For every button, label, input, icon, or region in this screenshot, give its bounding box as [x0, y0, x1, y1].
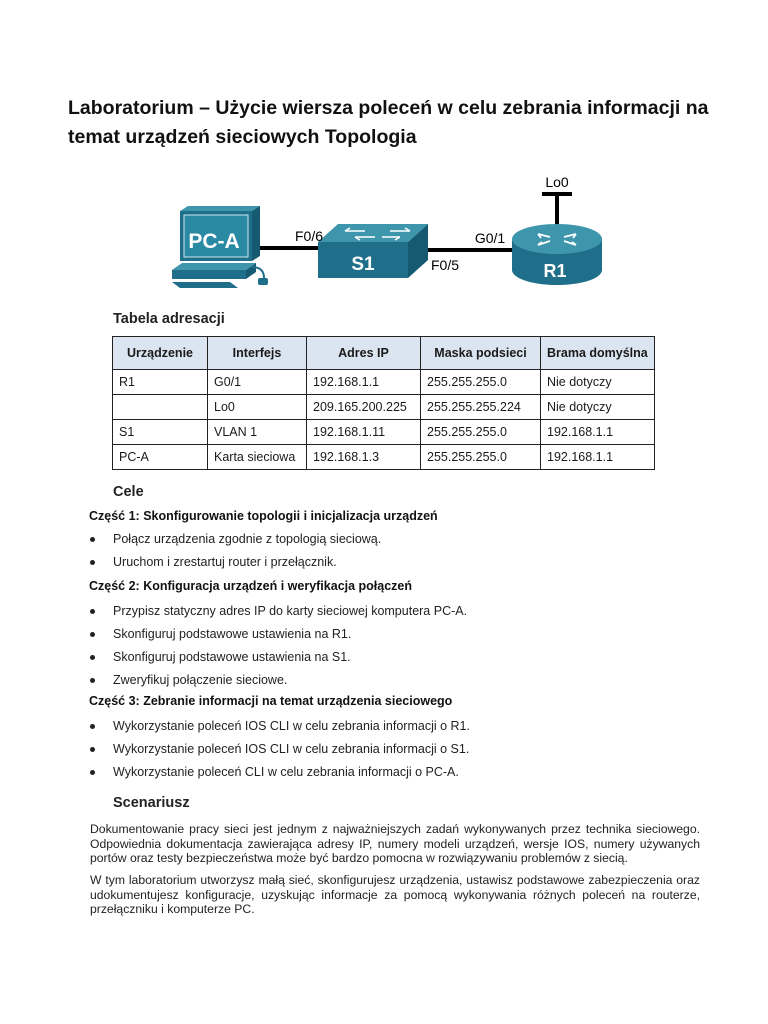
column-header: Adres IP [307, 337, 421, 370]
list-item [89, 626, 467, 649]
list-item-text: Skonfiguruj podstawowe ustawienia na R1. [113, 627, 352, 641]
table-cell: S1 [113, 420, 208, 445]
part-3-list [89, 718, 470, 787]
part-2-heading: Część 2: Konfiguracja urządzeń i weryfikacja połączeń [89, 579, 413, 593]
list-item-text: Skonfiguruj podstawowe ustawienia na S1. [113, 650, 351, 664]
scenario-paragraph-2: W tym laboratorium utworzysz małą sieć, skonfigurujesz urządzenia, ustawisz podstawowe zabezpieczenia oraz udokumentujesz konfiguracje, uzyskując informacje za pomocą wykonywania różnych poleceń na routerze, przełączniku i komputerze PC. [90, 873, 700, 916]
list-item [89, 741, 470, 764]
table-cell: G0/1 [208, 370, 307, 395]
switch-label: S1 [351, 254, 375, 275]
list-item [89, 603, 467, 626]
list-item [89, 531, 381, 554]
table-cell: 209.165.200.225 [307, 395, 421, 420]
table-row [113, 445, 655, 470]
table-cell: 255.255.255.0 [421, 420, 541, 445]
part-1-list [89, 531, 381, 577]
table-cell: Nie dotyczy [541, 395, 655, 420]
table-cell: 192.168.1.1 [307, 370, 421, 395]
table-cell: 255.255.255.0 [421, 370, 541, 395]
list-item-text: Wykorzystanie poleceń IOS CLI w celu zebrania informacji o S1. [113, 742, 470, 756]
list-item [89, 764, 470, 787]
list-item-text: Przypisz statyczny adres IP do karty sieciowej komputera PC-A. [113, 604, 468, 618]
list-item-text: Wykorzystanie poleceń IOS CLI w celu zebrania informacji o R1. [113, 719, 470, 733]
list-item [89, 554, 381, 577]
table-row [113, 420, 655, 445]
table-cell: 192.168.1.11 [307, 420, 421, 445]
table-cell: 255.255.255.0 [421, 445, 541, 470]
bullet-icon [90, 724, 95, 729]
list-item [89, 649, 467, 672]
bullet-icon [90, 655, 95, 660]
column-header: Urządzenie [113, 337, 208, 370]
table-cell: VLAN 1 [208, 420, 307, 445]
table-cell: 192.168.1.3 [307, 445, 421, 470]
column-header: Interfejs [208, 337, 307, 370]
pc-port-label: F0/6 [294, 228, 324, 244]
topology-diagram [160, 170, 620, 295]
list-item-text: Wykorzystanie poleceń CLI w celu zebrania informacji o PC-A. [113, 765, 459, 779]
addressing-heading: Tabela adresacji [113, 311, 225, 327]
table-cell: Nie dotyczy [541, 370, 655, 395]
router-port-label: G0/1 [474, 230, 506, 246]
bullet-icon [90, 632, 95, 637]
router-label: R1 [543, 261, 567, 281]
column-header: Maska podsieci [421, 337, 541, 370]
list-item-text: Uruchom i zrestartuj router i przełącznik. [113, 555, 337, 569]
part-1-heading: Część 1: Skonfigurowanie topologii i inicjalizacja urządzeń [89, 509, 438, 523]
part-2-list [89, 603, 467, 695]
loopback-label: Lo0 [545, 174, 569, 190]
table-cell: 192.168.1.1 [541, 420, 655, 445]
table-cell: PC-A [113, 445, 208, 470]
bullet-icon [90, 747, 95, 752]
bullet-icon [90, 537, 95, 542]
bullet-icon [90, 609, 95, 614]
scenario-heading: Scenariusz [113, 795, 190, 811]
table-cell: 192.168.1.1 [541, 445, 655, 470]
table-header-row [113, 337, 655, 370]
page-title: Laboratorium – Użycie wiersza poleceń w celu zebrania informacji na temat urządzeń sieciowych Topologia [68, 97, 709, 148]
list-item-text: Połącz urządzenia zgodnie z topologią sieciową. [113, 532, 382, 546]
table-row [113, 370, 655, 395]
objectives-heading: Cele [113, 484, 144, 500]
list-item-text: Zweryfikuj połączenie sieciowe. [113, 673, 288, 687]
bullet-icon [90, 560, 95, 565]
table-row [113, 395, 655, 420]
table-cell: 255.255.255.224 [421, 395, 541, 420]
table-cell [113, 395, 208, 420]
switch-port-label: F0/5 [430, 257, 460, 273]
list-item [89, 718, 470, 741]
part-3-heading: Część 3: Zebranie informacji na temat urządzenia sieciowego [89, 694, 453, 708]
table-cell: Karta sieciowa [208, 445, 307, 470]
addressing-table [112, 336, 655, 470]
bullet-icon [90, 678, 95, 683]
scenario-paragraph-1: Dokumentowanie pracy sieci jest jednym z najważniejszych zadań wykonywanych przez technika sieciowego. Odpowiednia dokumentacja zawierająca adresy IP, numery modeli urządzeń, wersje IOS, numery używanych portów oraz testy bezpieczeństwa może być bardzo pomocna w rozwiązywaniu problemów z siecią. [90, 822, 700, 865]
table-cell: Lo0 [208, 395, 307, 420]
table-cell: R1 [113, 370, 208, 395]
list-item [89, 672, 467, 695]
bullet-icon [90, 770, 95, 775]
pc-label: PC-A [188, 230, 240, 253]
column-header: Brama domyślna [541, 337, 655, 370]
